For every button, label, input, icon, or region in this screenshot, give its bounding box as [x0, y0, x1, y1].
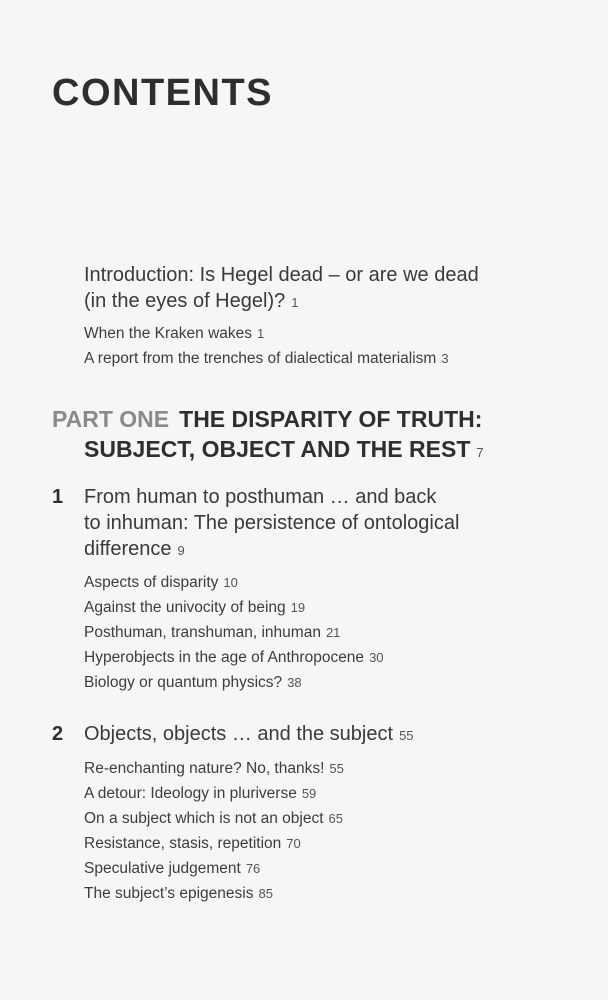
section-page-number: 21	[325, 625, 341, 640]
section-title: A report from the trenches of dialectical materialism	[84, 350, 437, 367]
page-title: CONTENTS	[52, 72, 273, 114]
toc-entry-introduction[interactable]	[84, 262, 554, 316]
toc-section[interactable]	[84, 324, 264, 344]
part-title-line1: THE DISPARITY OF TRUTH:	[179, 406, 483, 432]
section-title: Against the univocity of being	[84, 599, 286, 616]
section-page-number: 55	[329, 761, 344, 776]
toc-section[interactable]	[84, 598, 305, 618]
section-page-number: 3	[441, 351, 449, 366]
toc-section[interactable]	[84, 759, 344, 779]
toc-chapter-2[interactable]	[84, 721, 554, 749]
section-page-number: 85	[258, 886, 273, 901]
section-page-number: 65	[328, 811, 343, 826]
toc-section[interactable]	[84, 648, 384, 668]
section-title: Biology or quantum physics?	[84, 674, 283, 691]
chapter-title-line1: Objects, objects … and the subject	[84, 723, 394, 745]
toc-section[interactable]	[84, 573, 238, 593]
toc-section[interactable]	[84, 834, 301, 854]
chapter-title-line3: difference	[84, 538, 172, 560]
section-page-number: 10	[223, 575, 238, 590]
section-title: Resistance, stasis, repetition	[84, 835, 282, 852]
chapter-title-line1: From human to posthuman … and back	[84, 486, 437, 508]
section-page-number: 70	[286, 836, 301, 851]
toc-section[interactable]	[84, 349, 449, 369]
chapter-title-line2: to inhuman: The persistence of ontological	[84, 512, 460, 534]
section-title: Speculative judgement	[84, 860, 241, 877]
chapter-page-number: 9	[177, 543, 185, 558]
toc-section[interactable]	[84, 809, 343, 829]
toc-section[interactable]	[84, 884, 273, 904]
toc-chapter-1[interactable]	[84, 484, 554, 564]
introduction-title-line1: Introduction: Is Hegel dead – or are we dead	[84, 264, 479, 286]
section-title: Hyperobjects in the age of Anthropocene	[84, 649, 365, 666]
section-title: Re-enchanting nature? No, thanks!	[84, 760, 325, 777]
section-page-number: 1	[257, 326, 265, 341]
section-page-number: 59	[301, 786, 317, 801]
part-page-number: 7	[476, 445, 484, 460]
section-title: On a subject which is not an object	[84, 810, 324, 827]
section-page-number: 19	[290, 600, 306, 615]
section-title: When the Kraken wakes	[84, 325, 253, 342]
section-title: The subject’s epigenesis	[84, 885, 254, 902]
section-title: Posthuman, transhuman, inhuman	[84, 624, 321, 641]
section-title: Aspects of disparity	[84, 574, 219, 591]
introduction-page-number: 1	[291, 295, 299, 310]
toc-section[interactable]	[84, 673, 302, 693]
part-label: PART ONE	[52, 406, 170, 432]
part-title-line2: SUBJECT, OBJECT AND THE REST	[84, 436, 471, 462]
section-page-number: 38	[287, 675, 302, 690]
toc-section[interactable]	[84, 859, 260, 879]
toc-section[interactable]	[84, 623, 340, 643]
chapter-number: 2	[52, 723, 64, 745]
introduction-title-line2: (in the eyes of Hegel)?	[84, 290, 286, 312]
chapter-number: 1	[52, 486, 64, 508]
section-page-number: 30	[369, 650, 384, 665]
section-title: A detour: Ideology in pluriverse	[84, 785, 297, 802]
toc-part-one[interactable]	[52, 404, 572, 468]
chapter-page-number: 55	[399, 728, 414, 743]
toc-section[interactable]	[84, 784, 316, 804]
section-page-number: 76	[245, 861, 261, 876]
